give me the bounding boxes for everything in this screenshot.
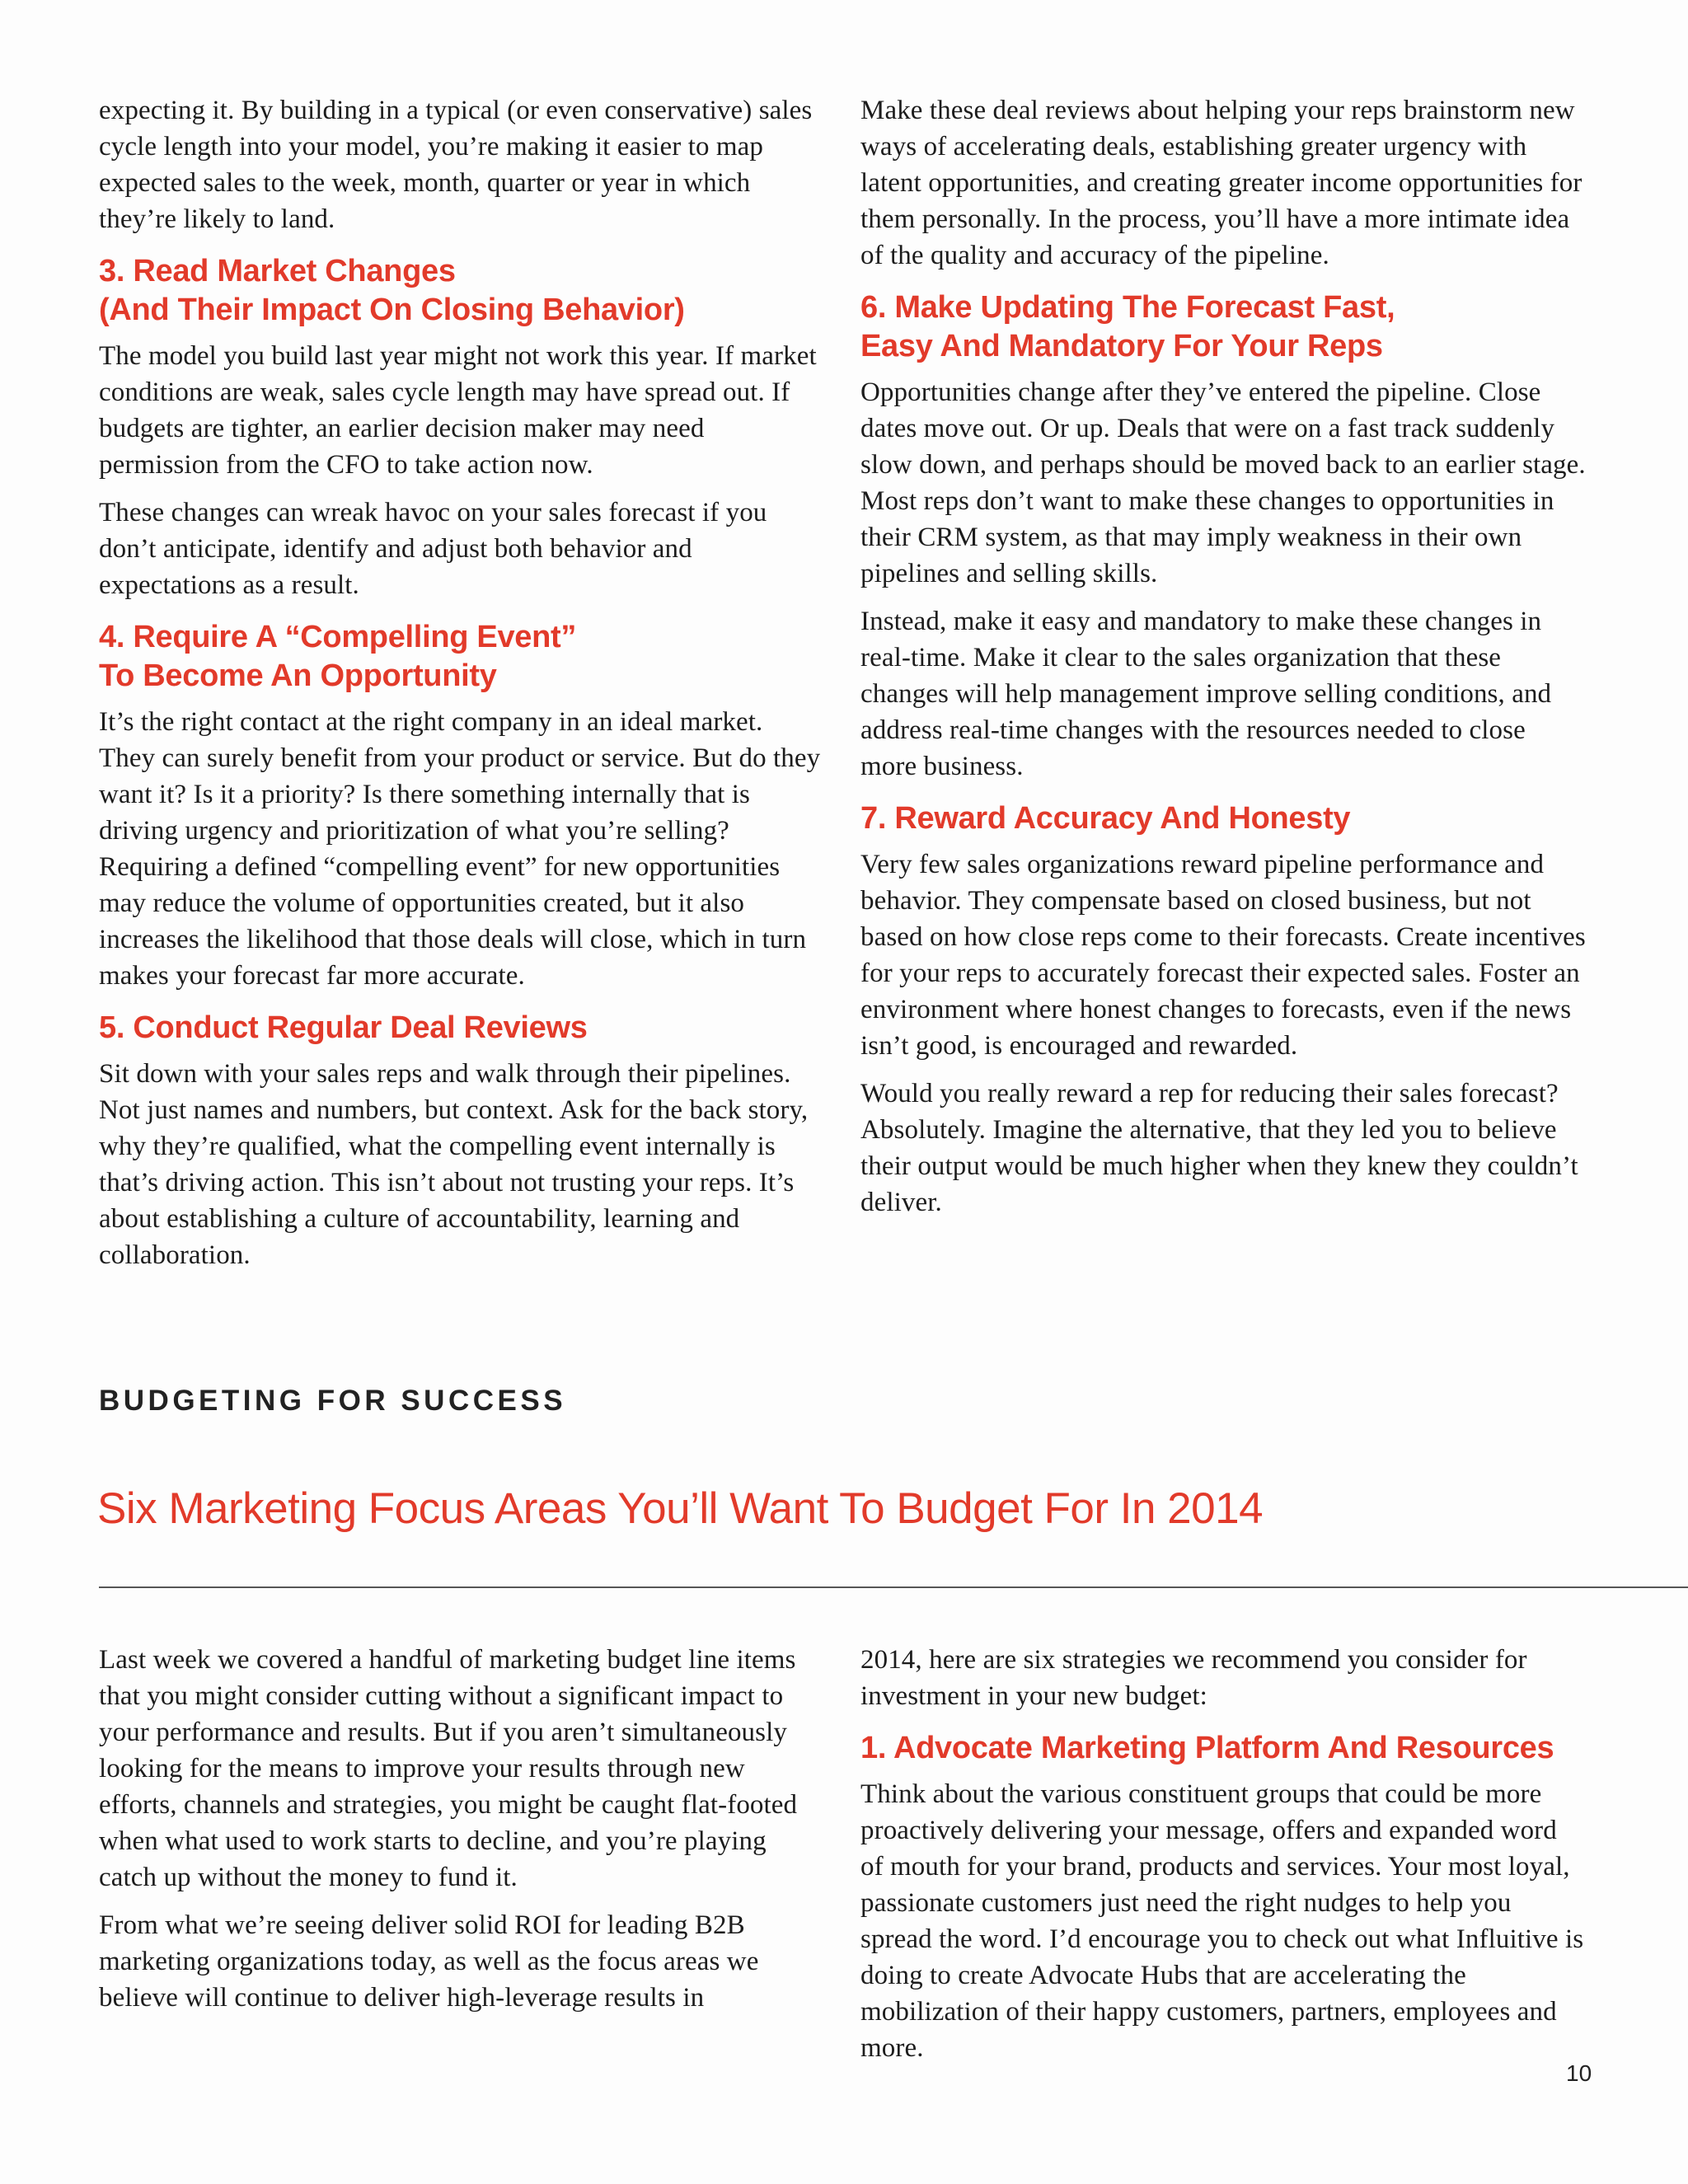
article-title: Six Marketing Focus Areas You’ll Want To Budget For In 2014: [97, 1484, 1264, 1533]
paragraph-deal-reviews: Sit down with your sales reps and walk through their pipelines. Not just names and numbers, but context. Ask for the back story, why they’re qualified, what the compelling event internally is that’s driving action. This isn’t about not trusting your reps. It’s about establishing a culture of accountability, learning and collaboration.: [99, 1059, 809, 1270]
paragraph-deal-reviews-continued: Make these deal reviews about helping your reps brainstorm new ways of accelerating deals, establishing greater urgency with latent opportunities, and creating greater income opportunities for them personally. In the process, you’ll have a more intimate idea of the quality and accuracy of the pipeline.: [860, 96, 1582, 270]
top-right-column: [860, 92, 1586, 1232]
bottom-left-column: [99, 1642, 824, 2027]
paragraph-make-it-easy: Instead, make it easy and mandatory to make these changes in real-time. Make it clear to the sales organization that these changes will help management improve selling conditions, and address real-time changes with the resources needed to close more business.: [860, 607, 1552, 781]
paragraph-reward-rep: Would you really reward a rep for reducing their sales forecast? Absolutely. Imagine the alternative, that they led you to believe their output would be much higher when they knew they couldn’t deliver.: [860, 1079, 1578, 1217]
title-divider: [99, 1586, 1688, 1588]
heading-line: 3. Read Market Changes: [99, 254, 456, 288]
heading-read-market-changes: [99, 252, 824, 330]
paragraph-roi: From what we’re seeing deliver solid ROI for leading B2B marketing organizations today, as well as the focus areas we believe will continue to deliver high-leverage results in: [99, 1910, 759, 2013]
paragraph-reward-pipeline: Very few sales organizations reward pipeline performance and behavior. They compensate based on closed business, but not based on how close reps come to their forecasts. Create incentives for your reps to accurately forecast their expected sales. Foster an environment where honest changes to forecasts, even if the news isn’t good, is encouraged and rewarded.: [860, 850, 1586, 1061]
heading-deal-reviews: 5. Conduct Regular Deal Reviews: [99, 1010, 588, 1045]
heading-compelling-event: [99, 618, 824, 696]
bottom-right-column: [860, 1642, 1586, 2078]
heading-advocate-marketing: 1. Advocate Marketing Platform And Resources: [860, 1731, 1554, 1765]
paragraph-market-model: The model you build last year might not work this year. If market conditions are weak, sales cycle length may have spread out. If budgets are tighter, an earlier decision maker may need permission from the CFO to take action now.: [99, 341, 817, 480]
paragraph-budget-intro: Last week we covered a handful of marketing budget line items that you might consider cutting without a significant impact to your performance and results. But if you aren’t simultaneously looking for the means to improve your results through new efforts, channels and strategies, you might be caught flat-footed when what used to work starts to decline, and you’re playing catch up without the money to fund it.: [99, 1645, 798, 1892]
heading-line: 4. Require A “Compelling Event”: [99, 620, 577, 654]
heading-line: To Become An Opportunity: [99, 658, 497, 693]
heading-updating-forecast: [860, 288, 1586, 366]
paragraph-market-havoc: These changes can wreak havoc on your sales forecast if you don’t anticipate, identify and adjust both behavior and expectations as a result.: [99, 498, 767, 600]
paragraph-strategies-intro: 2014, here are six strategies we recommend you consider for investment in your new budget:: [860, 1645, 1527, 1711]
top-left-column: [99, 92, 824, 1285]
page-number: 10: [1566, 2060, 1592, 2086]
heading-line: (And Their Impact On Closing Behavior): [99, 293, 685, 327]
heading-line: 6. Make Updating The Forecast Fast,: [860, 290, 1395, 325]
heading-line: Easy And Mandatory For Your Reps: [860, 329, 1383, 363]
paragraph-opportunities-change: Opportunities change after they’ve entered the pipeline. Close dates move out. Or up. Deals that were on a fast track suddenly slow down, and perhaps should be moved back to an earlier stage. Most reps don’t want to make these changes to opportunities in their CRM system, as that may imply weakness in their own pipelines and selling skills.: [860, 377, 1586, 588]
section-label: BUDGETING FOR SUCCESS: [99, 1385, 567, 1417]
paragraph-compelling-event: It’s the right contact at the right company in an ideal market. They can surely benefit from your product or service. But do they want it? Is it a priority? Is there something internally that is driving urgency and prioritization of what you’re selling? Requiring a defined “compelling event” for new opportunities may reduce the volume of opportunities created, but it also increases the likelihood that those deals will close, which in turn makes your forecast far more accurate.: [99, 707, 821, 991]
heading-reward-accuracy: 7. Reward Accuracy And Honesty: [860, 801, 1351, 836]
paragraph-advocate-marketing: Think about the various constituent groups that could be more proactively delivering your message, offers and expanded word of mouth for your brand, products and services. Your most loyal, passionate customers just need the right nudges to help you spread the word. I’d encourage you to check out what Influitive is doing to create Advocate Hubs that are accelerating the mobilization of their happy customers, partners, employees and more.: [860, 1779, 1584, 2063]
paragraph-intro-continued: expecting it. By building in a typical (or even conservative) sales cycle length into your model, you’re making it easier to map expected sales to the week, month, quarter or year in which they’re likely to land.: [99, 96, 813, 234]
